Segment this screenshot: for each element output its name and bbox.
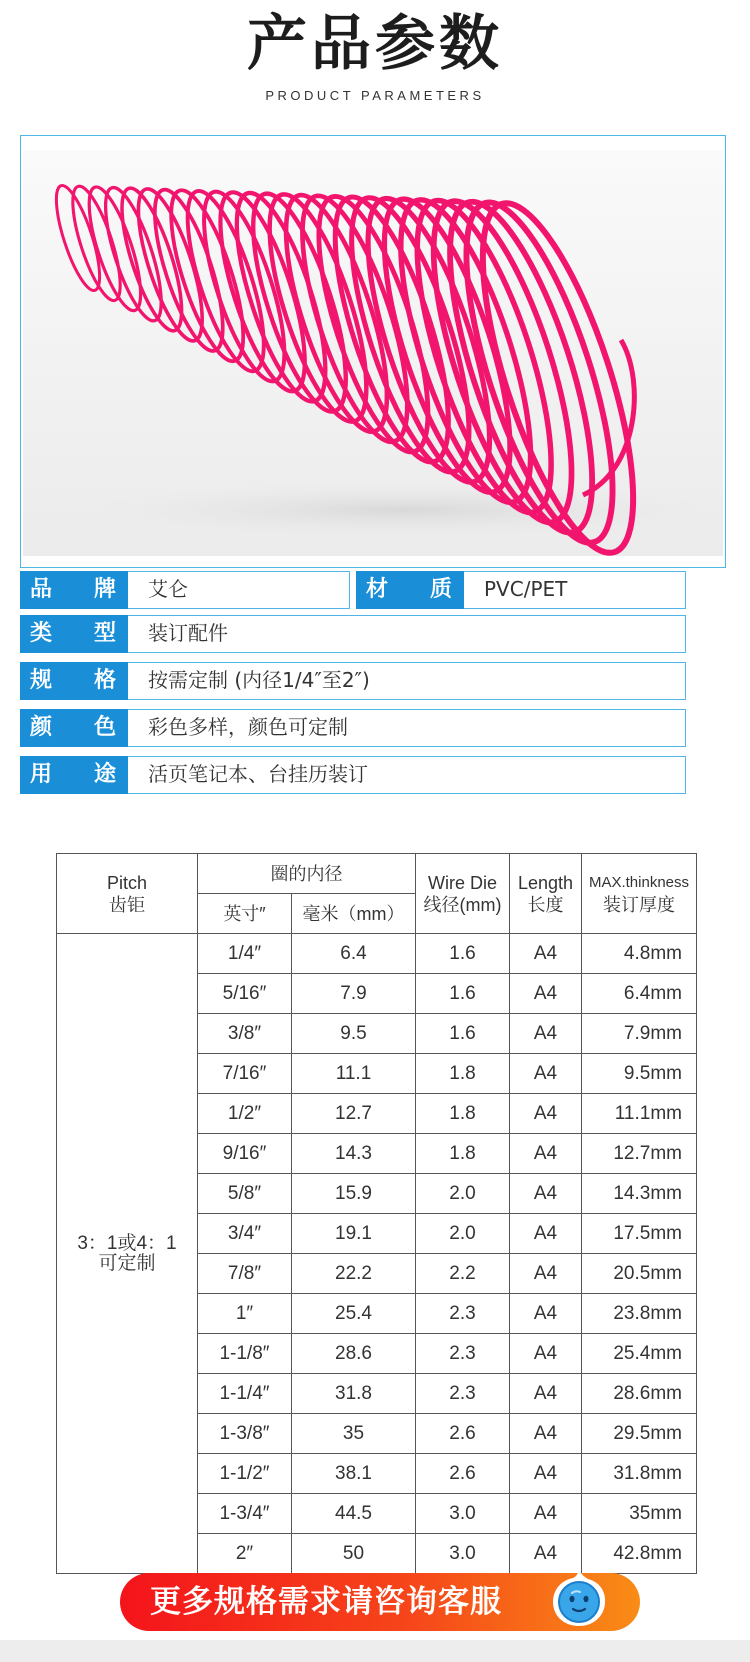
- cell-inch: 1-1/2″: [198, 1454, 292, 1494]
- spiral-coil-image: [23, 150, 723, 556]
- cell-length: A4: [510, 1014, 582, 1054]
- spec-row-size: [20, 662, 686, 700]
- cell-thickness: 35mm: [582, 1494, 697, 1534]
- header-thickness: [582, 854, 697, 934]
- cell-length: A4: [510, 1174, 582, 1214]
- cell-wire: 2.3: [416, 1374, 510, 1414]
- spec-row-color: [20, 709, 686, 747]
- cell-mm: 15.9: [292, 1174, 416, 1214]
- cell-inch: 1-1/8″: [198, 1334, 292, 1374]
- cell-thickness: 17.5mm: [582, 1214, 697, 1254]
- spec-label-char: 色: [93, 715, 116, 740]
- cell-mm: 25.4: [292, 1294, 416, 1334]
- cell-thickness: 9.5mm: [582, 1054, 697, 1094]
- spec-value-size: 按需定制 (内径1/4″至2″): [128, 662, 686, 700]
- spec-value-material: PVC/PET: [464, 571, 686, 609]
- header-length: [510, 854, 582, 934]
- cell-thickness: 42.8mm: [582, 1534, 697, 1574]
- header-thickness-cn: 装订厚度: [603, 894, 675, 915]
- cell-mm: 31.8: [292, 1374, 416, 1414]
- cell-length: A4: [510, 1254, 582, 1294]
- cell-length: A4: [510, 1054, 582, 1094]
- cell-wire: 2.3: [416, 1294, 510, 1334]
- cell-mm: 38.1: [292, 1454, 416, 1494]
- spec-label-char: 用: [30, 762, 53, 787]
- header-wire: [416, 854, 510, 934]
- product-photo: [23, 150, 723, 556]
- spec-label-char: 型: [93, 621, 116, 646]
- cell-mm: 6.4: [292, 934, 416, 974]
- cell-length: A4: [510, 1494, 582, 1534]
- cell-inch: 1″: [198, 1294, 292, 1334]
- cell-mm: 35: [292, 1414, 416, 1454]
- cell-inch: 3/4″: [198, 1214, 292, 1254]
- header-pitch-en: Pitch: [106, 872, 148, 893]
- cell-thickness: 11.1mm: [582, 1094, 697, 1134]
- spec-row-material: [356, 571, 686, 609]
- cell-wire: 2.6: [416, 1454, 510, 1494]
- table-row: [57, 934, 697, 974]
- coil-loop: [188, 184, 301, 390]
- header-length-en: Length: [517, 872, 574, 893]
- cell-mm: 11.1: [292, 1054, 416, 1094]
- cell-wire: 2.0: [416, 1214, 510, 1254]
- spec-value-brand: 艾仑: [128, 571, 350, 609]
- contact-service-label: 更多规格需求请咨询客服: [150, 1584, 502, 1620]
- cell-mm: 12.7: [292, 1094, 416, 1134]
- cell-thickness: 31.8mm: [582, 1454, 697, 1494]
- cell-length: A4: [510, 1374, 582, 1414]
- cell-wire: 2.0: [416, 1174, 510, 1214]
- cell-wire: 1.8: [416, 1094, 510, 1134]
- header-wire-en: Wire Die: [427, 872, 497, 893]
- cell-wire: 3.0: [416, 1534, 510, 1574]
- chat-bubble-face-icon: [548, 1565, 610, 1631]
- table-header-row: [57, 854, 697, 894]
- cell-wire: 2.6: [416, 1414, 510, 1454]
- cell-wire: 2.3: [416, 1334, 510, 1374]
- cell-wire: 1.8: [416, 1054, 510, 1094]
- bottom-divider: [0, 1640, 750, 1662]
- header-thickness-en: MAX.thinkness: [588, 873, 690, 891]
- spec-label-char: 品: [30, 577, 53, 602]
- cell-wire: 1.8: [416, 1134, 510, 1174]
- cell-thickness: 29.5mm: [582, 1414, 697, 1454]
- cell-length: A4: [510, 1534, 582, 1574]
- cell-wire: 1.6: [416, 974, 510, 1014]
- header-inch: 英寸″: [198, 894, 292, 934]
- cell-inch: 1-3/4″: [198, 1494, 292, 1534]
- cell-thickness: 6.4mm: [582, 974, 697, 1014]
- cell-inch: 1/2″: [198, 1094, 292, 1134]
- header-inner-diameter: 圈的内径: [198, 854, 416, 894]
- pitch-value-cell: [57, 934, 198, 1574]
- cell-mm: 44.5: [292, 1494, 416, 1534]
- cell-length: A4: [510, 1414, 582, 1454]
- spec-row-usage: [20, 756, 686, 794]
- cell-inch: 7/16″: [198, 1054, 292, 1094]
- cell-mm: 50: [292, 1534, 416, 1574]
- cell-mm: 28.6: [292, 1334, 416, 1374]
- contact-service-button[interactable]: [120, 1573, 640, 1631]
- cell-inch: 2″: [198, 1534, 292, 1574]
- coil-loop: [172, 183, 279, 378]
- cell-wire: 1.6: [416, 934, 510, 974]
- spec-label-char: 规: [30, 668, 53, 693]
- header-length-cn: 长度: [527, 894, 564, 915]
- cell-inch: 1-3/8″: [198, 1414, 292, 1454]
- spec-label-type: [20, 615, 128, 653]
- cell-length: A4: [510, 1094, 582, 1134]
- cell-length: A4: [510, 1134, 582, 1174]
- cell-inch: 1-1/4″: [198, 1374, 292, 1414]
- spec-label-char: 质: [429, 577, 452, 602]
- cell-inch: 1/4″: [198, 934, 292, 974]
- cell-thickness: 7.9mm: [582, 1014, 697, 1054]
- cell-thickness: 28.6mm: [582, 1374, 697, 1414]
- cell-inch: 9/16″: [198, 1134, 292, 1174]
- cell-mm: 9.5: [292, 1014, 416, 1054]
- header-pitch-cn: 齿钜: [109, 894, 145, 915]
- cell-length: A4: [510, 1214, 582, 1254]
- cell-thickness: 20.5mm: [582, 1254, 697, 1294]
- spec-label-color: [20, 709, 128, 747]
- header-pitch: [57, 854, 198, 934]
- cell-length: A4: [510, 934, 582, 974]
- cell-mm: 22.2: [292, 1254, 416, 1294]
- spec-value-type: 装订配件: [128, 615, 686, 653]
- spec-label-char: 牌: [93, 577, 116, 602]
- spec-label-char: 类: [30, 621, 53, 646]
- cell-length: A4: [510, 1334, 582, 1374]
- spec-label-usage: [20, 756, 128, 794]
- cell-mm: 19.1: [292, 1214, 416, 1254]
- spec-label-char: 颜: [30, 715, 53, 740]
- pitch-value-line2: 可定制: [98, 1252, 156, 1274]
- spec-row-brand: [20, 571, 350, 609]
- cell-wire: 1.6: [416, 1014, 510, 1054]
- cell-inch: 5/16″: [198, 974, 292, 1014]
- spec-label-size: [20, 662, 128, 700]
- page-subtitle: PRODUCT PARAMETERS: [265, 88, 485, 103]
- cell-inch: 7/8″: [198, 1254, 292, 1294]
- cell-thickness: 25.4mm: [582, 1334, 697, 1374]
- spec-row-type: [20, 615, 686, 653]
- spec-label-char: 格: [93, 668, 116, 693]
- spec-label-material: [356, 571, 464, 609]
- header-wire-cn: 线径(mm): [423, 894, 502, 915]
- spec-value-usage: 活页笔记本、台挂历装订: [128, 756, 686, 794]
- cell-thickness: 23.8mm: [582, 1294, 697, 1334]
- pitch-value-line1: 3：1或4：1: [77, 1232, 177, 1254]
- cell-thickness: 14.3mm: [582, 1174, 697, 1214]
- cell-mm: 7.9: [292, 974, 416, 1014]
- product-photo-frame: [20, 135, 726, 568]
- cell-length: A4: [510, 974, 582, 1014]
- cell-thickness: 12.7mm: [582, 1134, 697, 1174]
- header-mm: 毫米（mm）: [292, 894, 416, 934]
- cell-wire: 3.0: [416, 1494, 510, 1534]
- cell-mm: 14.3: [292, 1134, 416, 1174]
- cell-wire: 2.2: [416, 1254, 510, 1294]
- cell-length: A4: [510, 1454, 582, 1494]
- parameter-table: [56, 853, 697, 1574]
- spec-label-char: 途: [93, 762, 116, 787]
- cell-length: A4: [510, 1294, 582, 1334]
- spec-label-char: 材: [366, 577, 389, 602]
- spec-value-color: 彩色多样，颜色可定制: [128, 709, 686, 747]
- page-title: 产品参数: [247, 9, 503, 79]
- spec-label-brand: [20, 571, 128, 609]
- cell-thickness: 4.8mm: [582, 934, 697, 974]
- cell-inch: 5/8″: [198, 1174, 292, 1214]
- cell-inch: 3/8″: [198, 1014, 292, 1054]
